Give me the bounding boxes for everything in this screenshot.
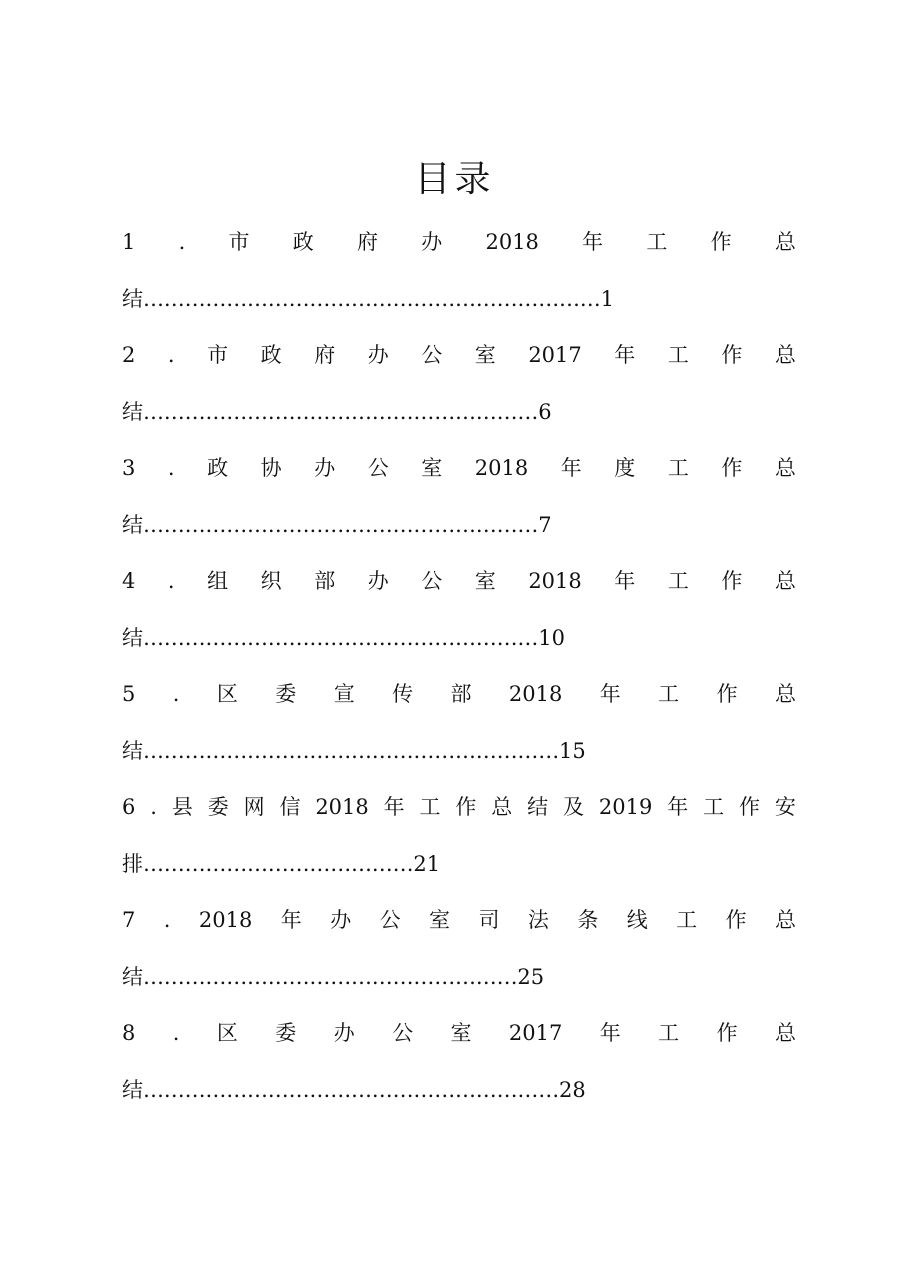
toc-title-token: 2018: [198, 908, 253, 932]
toc-title-token: 政: [260, 343, 282, 367]
page-number: 10: [538, 626, 565, 650]
toc-title-token: 年: [667, 795, 689, 819]
toc-title-token: 法: [527, 908, 549, 932]
toc-title-token: 室: [474, 343, 496, 367]
toc-title-token: 办: [367, 569, 389, 593]
page-title: 目录: [414, 159, 495, 200]
toc-title-token: 织: [260, 569, 282, 593]
toc-title-token: 工: [703, 795, 725, 819]
toc-title-token: 2: [122, 343, 136, 367]
toc-entry-title: [122, 906, 796, 934]
toc-title-token: 网: [243, 795, 265, 819]
toc-title-token: 总: [774, 569, 796, 593]
toc-title-token: 政: [207, 456, 229, 480]
toc-entry-continuation-line: [122, 850, 440, 878]
toc-title-token: 2018: [315, 795, 369, 819]
toc-title-token: 市: [207, 343, 229, 367]
toc-title-token: 室: [450, 1021, 472, 1045]
toc-entry-title: [122, 454, 796, 482]
toc-title-token: .: [167, 569, 175, 593]
dot-leader: …………………………………………………………: [143, 287, 601, 311]
toc-title-token: 2018: [474, 456, 529, 480]
toc-title-token: 作: [716, 1021, 738, 1045]
toc-entry-title: [122, 228, 796, 256]
toc-title-token: 年: [599, 1021, 621, 1045]
toc-title-token: 条: [577, 908, 599, 932]
toc-title-token: 区: [216, 1021, 238, 1045]
toc-title-token: 线: [626, 908, 648, 932]
toc-title-token: 总: [774, 1021, 796, 1045]
toc-title-token: 市: [228, 230, 250, 254]
toc-title-token: 协: [260, 456, 282, 480]
toc-title-token: 信: [279, 795, 301, 819]
toc-continuation-text: 结: [122, 965, 143, 989]
toc-continuation-text: 结: [122, 626, 143, 650]
toc-title-token: 司: [478, 908, 500, 932]
toc-title-token: 年: [560, 456, 582, 480]
toc-title-token: .: [172, 682, 180, 706]
page-number: 15: [559, 739, 586, 763]
toc-title-token: 年: [383, 795, 405, 819]
toc-title-token: 委: [275, 1021, 297, 1045]
toc-entry-continuation-line: [122, 398, 552, 426]
toc-title-token: 委: [207, 795, 229, 819]
toc-title-token: 公: [379, 908, 401, 932]
toc-title-token: 政: [292, 230, 314, 254]
toc-title-token: .: [163, 908, 171, 932]
toc-title-token: 府: [357, 230, 378, 254]
toc-title-token: 作: [710, 230, 732, 254]
toc-title-token: 委: [275, 682, 297, 706]
dot-leader: ……………………………………………………: [143, 1078, 560, 1102]
toc-title-token: 2017: [508, 1021, 563, 1045]
toc-title-token: 工: [667, 456, 689, 480]
toc-title-token: 宣: [333, 682, 355, 706]
toc-title-token: 6: [122, 795, 136, 819]
toc-title-token: 工: [658, 682, 680, 706]
toc-title-token: 作: [721, 569, 743, 593]
toc-continuation-text: 排: [122, 852, 143, 876]
dot-leader: …………………………………………………: [143, 400, 539, 424]
toc-title-token: .: [150, 795, 157, 819]
toc-title-token: 2018: [485, 230, 539, 254]
toc-entry-title: [122, 680, 796, 708]
toc-title-token: 2018: [508, 682, 563, 706]
toc-title-token: 7: [122, 908, 136, 932]
toc-title-token: 结: [527, 795, 549, 819]
toc-title-token: .: [167, 343, 175, 367]
toc-title-token: 总: [774, 456, 796, 480]
toc-entry-continuation-line: [122, 737, 586, 765]
toc-title-token: .: [167, 456, 175, 480]
toc-entry-title: [122, 1019, 796, 1047]
toc-title-token: 年: [614, 569, 636, 593]
toc-title-token: 年: [280, 908, 302, 932]
toc-title-token: 5: [122, 682, 136, 706]
toc-title-token: 组: [207, 569, 229, 593]
toc-title-token: 2018: [528, 569, 582, 593]
toc-entry-continuation-line: [122, 624, 565, 652]
toc-title-token: 2017: [528, 343, 582, 367]
page-number: 7: [538, 513, 552, 537]
dot-leader: …………………………………………………: [143, 513, 539, 537]
toc-title-token: 作: [725, 908, 747, 932]
toc-title-token: 1: [122, 230, 136, 254]
toc-title-token: 总: [774, 230, 796, 254]
toc-entry-continuation-line: [122, 285, 614, 313]
toc-title-token: 公: [421, 343, 443, 367]
toc-title-token: 总: [491, 795, 513, 819]
toc-title-token: 办: [333, 1021, 355, 1045]
toc-title-token: 年: [599, 682, 621, 706]
toc-continuation-text: 结: [122, 1078, 143, 1102]
page-number: 1: [600, 287, 614, 311]
toc-title-token: 作: [721, 343, 743, 367]
dot-leader: …………………………………………………: [143, 626, 539, 650]
toc-continuation-text: 结: [122, 400, 143, 424]
toc-title-token: 2019: [598, 795, 653, 819]
toc-title-token: 室: [429, 908, 451, 932]
toc-entry-title: [122, 793, 796, 821]
page-number: 25: [517, 965, 545, 989]
toc-title-token: 办: [421, 230, 443, 254]
toc-title-token: 部: [314, 569, 336, 593]
toc-title-token: 8: [122, 1021, 136, 1045]
toc-title-token: 作: [455, 795, 477, 819]
toc-title-token: 作: [721, 456, 743, 480]
toc-title-token: 工: [646, 230, 668, 254]
toc-entry-continuation-line: [122, 963, 544, 991]
toc-title-token: 总: [775, 908, 796, 932]
toc-title-token: 工: [676, 908, 698, 932]
dot-leader: …………………………………: [143, 852, 414, 876]
toc-title-token: 办: [314, 456, 336, 480]
toc-title-token: 年: [582, 230, 604, 254]
toc-title-token: 4: [122, 569, 136, 593]
page-number: 21: [413, 852, 441, 876]
toc-title-token: 年: [614, 343, 636, 367]
toc-title-token: 工: [419, 795, 441, 819]
toc-title-token: 部: [450, 682, 472, 706]
toc-title-token: .: [172, 1021, 180, 1045]
toc-title-token: 办: [367, 343, 389, 367]
toc-title-token: .: [178, 230, 186, 254]
toc-title-token: 及: [563, 795, 585, 819]
toc-title-token: 府: [314, 343, 336, 367]
toc-title-token: 3: [122, 456, 136, 480]
page-number: 28: [559, 1078, 586, 1102]
toc-title-token: 工: [658, 1021, 680, 1045]
toc-title-token: 作: [716, 682, 738, 706]
toc-continuation-text: 结: [122, 287, 143, 311]
toc-title-token: 室: [474, 569, 496, 593]
toc-entry-continuation-line: [122, 511, 552, 539]
dot-leader: ……………………………………………………: [143, 739, 560, 763]
toc-title-token: 作: [738, 795, 760, 819]
toc-continuation-text: 结: [122, 513, 143, 537]
dot-leader: ………………………………………………: [143, 965, 518, 989]
toc-title-token: 室: [421, 456, 443, 480]
toc-title-token: 总: [774, 343, 796, 367]
toc-title-token: 公: [392, 1021, 414, 1045]
toc-title-token: 县: [171, 795, 193, 819]
page-number: 6: [538, 400, 552, 424]
toc-title-token: 工: [667, 569, 689, 593]
toc-continuation-text: 结: [122, 739, 143, 763]
toc-entry-title: [122, 567, 796, 595]
toc-entry-continuation-line: [122, 1076, 586, 1104]
toc-title-token: 工: [667, 343, 689, 367]
toc-title-token: 公: [367, 456, 389, 480]
toc-entry-title: [122, 341, 796, 369]
toc-title-token: 传: [392, 682, 414, 706]
toc-title-token: 度: [614, 456, 636, 480]
toc-title-token: 总: [774, 682, 796, 706]
toc-title-token: 办: [330, 908, 352, 932]
toc-title-token: 安: [774, 795, 796, 819]
toc-title-token: 区: [216, 682, 238, 706]
toc-title-token: 公: [421, 569, 443, 593]
